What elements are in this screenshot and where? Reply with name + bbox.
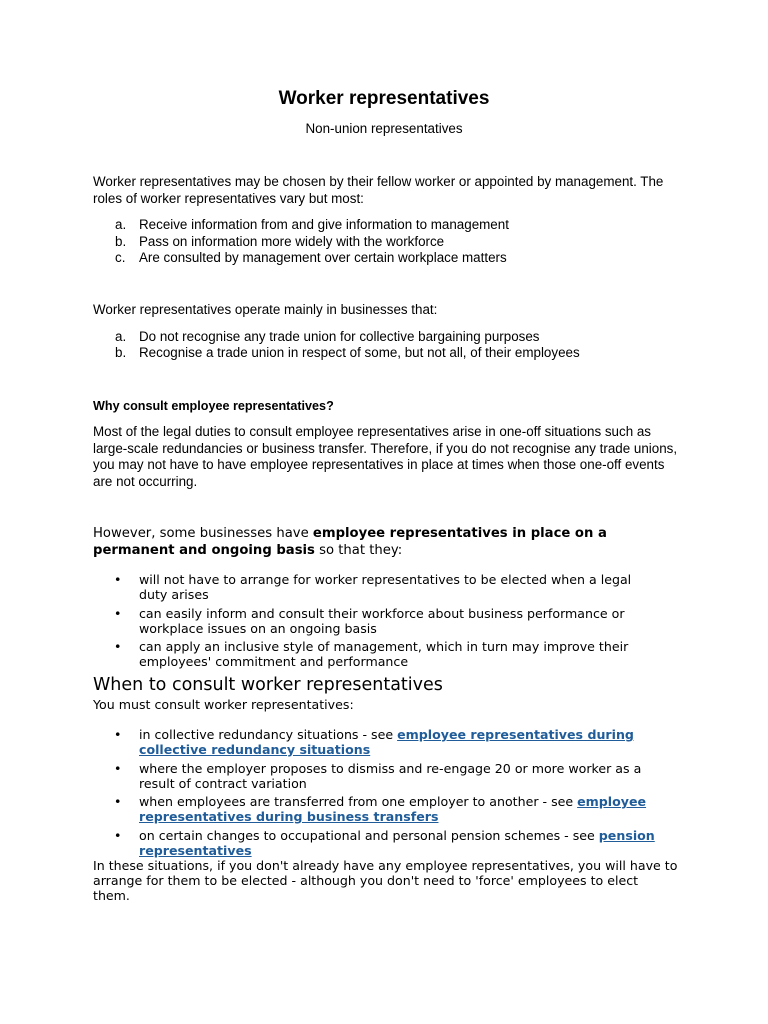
list-item <box>93 761 678 791</box>
bullet-icon: • <box>114 794 122 809</box>
list-item <box>93 329 683 346</box>
list-item <box>93 250 683 267</box>
permanent-paragraph <box>93 526 663 559</box>
collective-redundancy-link[interactable]: employee representatives during collective redundancy situations <box>139 727 634 757</box>
why-paragraph: Most of the legal duties to consult employee representatives arise in one-off situations such as large-scale redundancies or business transfer. Therefore, if you do not recognise any trade unions, you may not have to have employee representatives in place at times when those one-off events are not occurring. <box>93 424 678 489</box>
intro-section <box>93 174 683 267</box>
permanent-bold: employee representatives in place on a permanent and ongoing basis <box>93 526 607 558</box>
closing-paragraph: In these situations, if you don't already have any employee representatives, you will have to arrange for them to be elected - although you don't need to 'force' employees to elect them. <box>93 857 678 903</box>
list-marker: b. <box>115 345 127 360</box>
bullet-icon: • <box>114 605 122 621</box>
why-body-section <box>93 424 678 490</box>
business-transfers-link[interactable]: employee representatives during business transfers <box>139 794 647 824</box>
list-marker: c. <box>115 250 126 265</box>
list-item-text: Recognise a trade union in respect of some, but not all, of their employees <box>139 345 580 360</box>
list-item-text: Pass on information more widely with the workforce <box>139 233 445 249</box>
list-item-text: Are consulted by management over certain workplace matters <box>139 250 507 265</box>
permanent-tail: so that they: <box>314 542 403 558</box>
why-section <box>93 398 683 414</box>
pension-representatives-link[interactable]: pension representatives <box>139 827 655 858</box>
list-item <box>93 794 678 824</box>
page-subtitle: Non-union representatives <box>305 121 463 136</box>
businesses-paragraph: Worker representatives operate mainly in businesses that: <box>93 302 438 317</box>
bullet-icon: • <box>114 727 122 742</box>
list-item <box>93 345 683 362</box>
bullet-icon: • <box>114 572 122 587</box>
list-item <box>93 727 678 757</box>
list-marker: a. <box>115 217 127 232</box>
permanent-section <box>93 526 663 673</box>
list-item <box>93 234 683 251</box>
permanent-lead: However, some businesses have <box>93 526 313 541</box>
when-list <box>93 727 678 858</box>
intro-paragraph: Worker representatives may be chosen by their fellow worker or appointed by management. The roles of worker representatives vary but most: <box>93 174 664 206</box>
page-title: Worker representatives <box>278 88 490 109</box>
bullet-icon: • <box>114 827 122 843</box>
list-item <box>93 606 653 636</box>
list-item <box>93 217 683 234</box>
when-heading: When to consult worker representatives <box>93 675 443 695</box>
businesses-section <box>93 302 683 362</box>
list-item-text: Do not recognise any trade union for collective bargaining purposes <box>139 328 540 344</box>
list-item-text: will not have to arrange for worker representatives to be elected when a legal duty arises <box>139 572 632 602</box>
when-section <box>93 674 693 903</box>
list-item <box>93 828 678 858</box>
why-heading: Why consult employee representatives? <box>93 399 334 413</box>
list-item <box>93 639 653 669</box>
list-marker: a. <box>115 328 127 344</box>
bullet-icon: • <box>114 639 122 654</box>
list-item-text: can easily inform and consult their workforce about business performance or workplace issues on an ongoing basis <box>139 605 625 636</box>
list-item-text: in collective redundancy situations - see <box>139 727 398 742</box>
roles-list <box>93 217 683 267</box>
businesses-list <box>93 329 683 362</box>
list-item-text: where the employer proposes to dismiss and re-engage 20 or more worker as a result of contract variation <box>139 760 642 791</box>
list-item <box>93 572 653 602</box>
list-item-text: Receive information from and give information to management <box>139 217 509 232</box>
list-item-text: when employees are transferred from one employer to another - see <box>139 794 578 809</box>
bullet-icon: • <box>114 760 122 776</box>
when-lead: You must consult worker representatives: <box>93 697 354 712</box>
list-item-text: on certain changes to occupational and personal pension schemes - see <box>139 827 599 843</box>
list-marker: b. <box>115 233 127 249</box>
permanent-list <box>93 572 653 669</box>
list-item-text: can apply an inclusive style of management, which in turn may improve their employees' commitment and performance <box>139 639 629 669</box>
